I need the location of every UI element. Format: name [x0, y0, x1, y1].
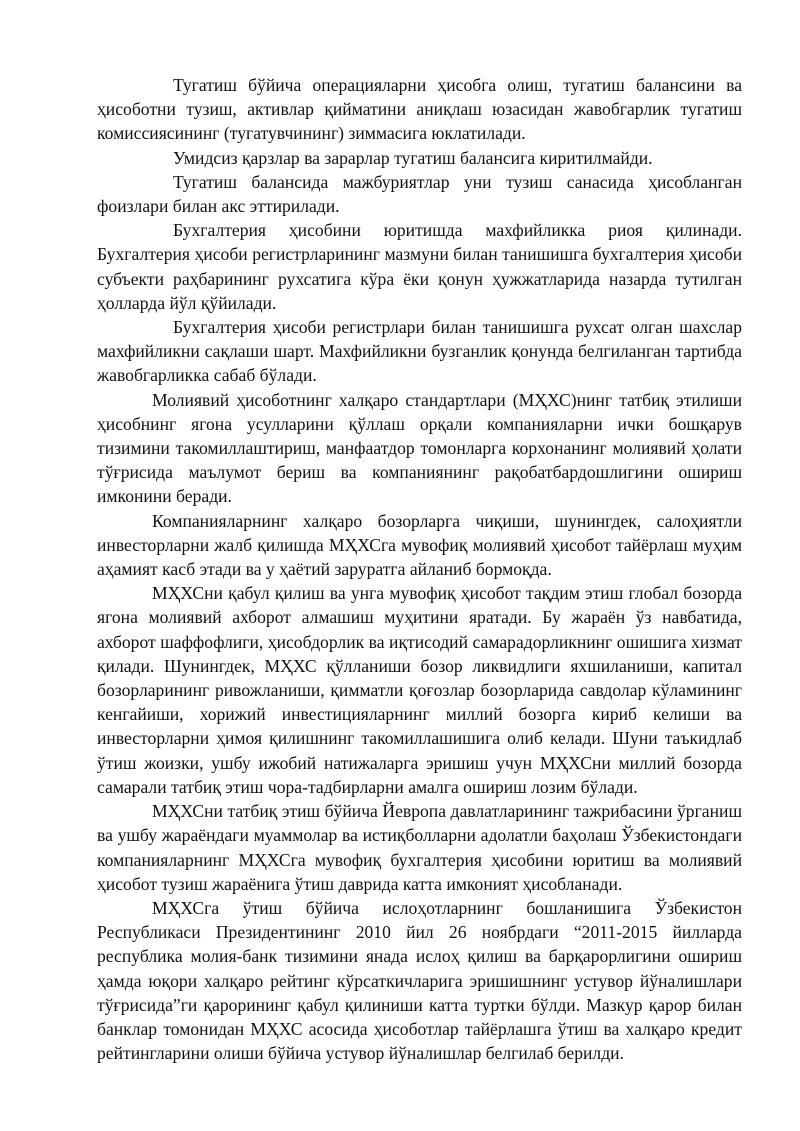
paragraph-ifrs-adoption-benefits: МҲХСни қабул қилиш ва унга мувофиқ ҳисобот тақдим этиш глобал бозорда ягона молиявий ахборот алмашиш муҳитини яратади. Бу жараён ўз навбатида, ахборот шаффофлиги, ҳисобдорлик ва иқтисодий самарадорликнинг ошишига хизмат қилади. Шунингдек, МҲХС қўлланиши бозор ликвидлиги яхшиланиши, капитал бозорларининг ривожланиши, қимматли қоғозлар бозорларида савдолар кўламининг кенгайиши, хорижий инвестицияларнинг миллий бозорга кириб келиши ва инвесторларни ҳимоя қилишнинг такомиллашишига олиб келади. Шуни таъкидлаб ўтиш жоизки, ушбу ижобий натижаларга эришиш учун МҲХСни миллий бозорда самарали татбиқ этиш чора-тадбирларни амалга ошириш лозим бўлади. — [97, 583, 742, 797]
paragraph-bad-debts: Умидсиз қарзлар ва зарарлар тугатиш балансига киритилмайди. — [173, 147, 653, 168]
paragraph-liquidation-operations: Тугатиш бўйича операцияларни ҳисобга олиш, тугатиш балансини ва ҳисоботни тузиш, активлар қийматини аниқлаш юзасидан жавобгарлик тугатиш комиссиясининг (тугатувчининг) зиммасига юклатилади. — [97, 75, 742, 144]
paragraph-register-access: Бухгалтерия ҳисоби регистрлари билан танишишга рухсат олган шахслар махфийликни сақлаши шарт. Махфийликни бузганлик қонунда белгиланган тартибда жавобгарликка сабаб бўлади. — [97, 317, 742, 386]
paragraph-european-experience: МҲХСни татбиқ этиш бўйича Йевропа давлатларининг тажрибасини ўрганиш ва ушбу жараёндаги муаммолар ва истиқболларни адолатли баҳолаш Ўзбекистондаги компанияларнинг МҲХСга мувофиқ бухгалтерия ҳисобини юритиш ва молиявий ҳисобот тузиш жараёнига ўтиш даврида катта имконият ҳисобланади. — [97, 801, 742, 894]
paragraph-international-markets: Компанияларнинг халқаро бозорларга чиқиши, шунингдек, салоҳиятли инвесторларни жалб қилишда МҲХСга мувофиқ молиявий ҳисобот тайёрлаш муҳим аҳамият касб этади ва у ҳаётий заруратга айланиб бормоқда. — [97, 510, 742, 580]
document-body — [97, 73, 742, 1065]
paragraph-liabilities: Тугатиш балансида мажбуриятлар уни тузиш санасида ҳисобланган фоизлари билан акс эттирилади. — [97, 171, 742, 217]
paragraph-presidential-decree: МҲХСга ўтиш бўйича ислоҳотларнинг бошланишига Ўзбекистон Республикаси Президентининг 2010 йил 26 ноябрдаги “2011-2015 йилларда республика молия-банк тизимини янада ислоҳ қилиш ва барқарорлигини ошириш ҳамда юқори халқаро рейтинг кўрсаткичларига эришишнинг устувор йўналишлари тўғрисида”ги қарорининг қабул қилиниши катта туртки бўлди. Мазкур қарор билан банклар томонидан МҲХС асосида ҳисоботлар тайёрлашга ўтиш ва халқаро кредит рейтингларини олиши бўйича устувор йўналишлар белгилаб берилди. — [97, 897, 742, 1064]
paragraph-confidentiality: Бухгалтерия ҳисобини юритишда махфийликка риоя қилинади. Бухгалтерия ҳисоби регистрларининг мазмуни билан танишишга бухгалтерия ҳисоби субъекти раҳбарининг рухсатига кўра ёки қонун ҳужжатларида назарда тутилган ҳолларда йўл қўйилади. — [97, 220, 742, 313]
paragraph-ifrs-implementation: Молиявий ҳисоботнинг халқаро стандартлари (МҲХС)нинг татбиқ этилиши ҳисобнинг ягона усулларини қўллаш орқали компанияларни ички бошқарув тизимини такомиллаштириш, манфаатдор томонларга корхонанинг молиявий ҳолати тўғрисида маълумот бериш ва компаниянинг рақобатбардошлигини ошириш имконини беради. — [97, 389, 742, 507]
